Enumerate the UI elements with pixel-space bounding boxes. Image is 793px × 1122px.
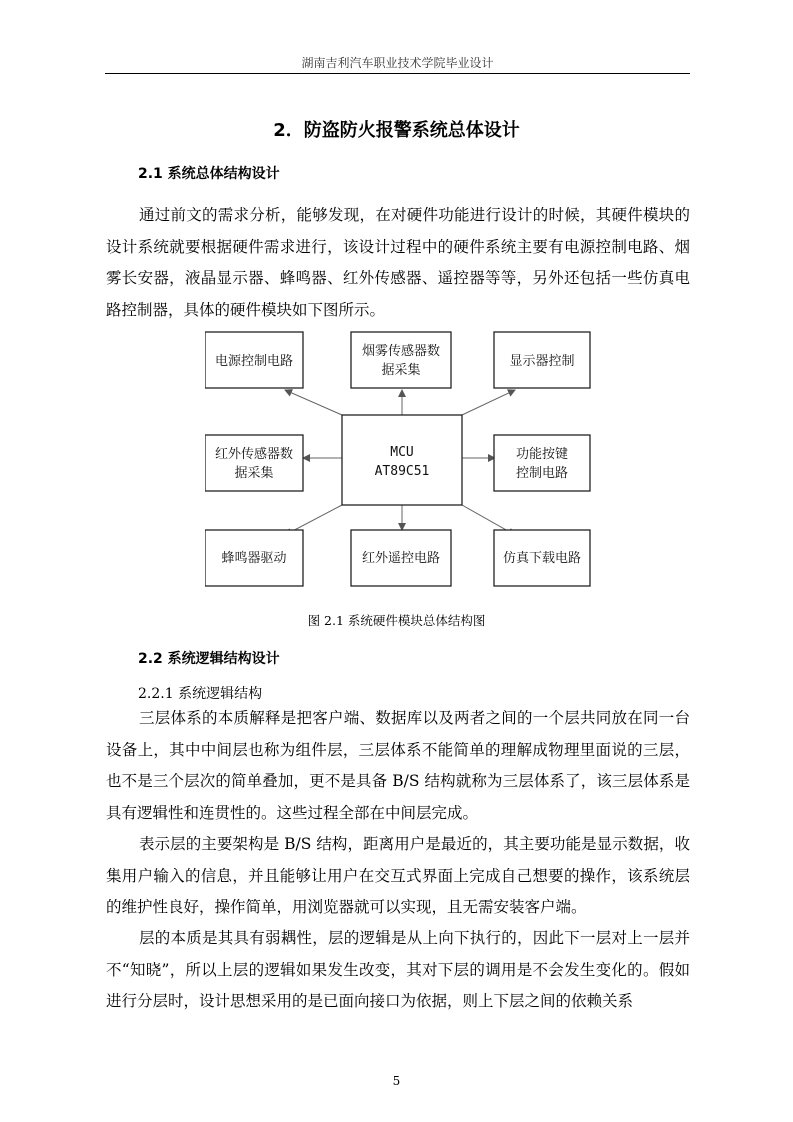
body-paragraph: 通过前文的需求分析，能够发现，在对硬件功能进行设计的时候，其硬件模块的设计系统就要根据硬件需求进行，该设计过程中的硬件系统主要有电源控制电路、烟雾长安器，液晶显示器、蜂鸣器、红外传感器、遥控器等等，另外还包括一些仿真电路控制器，具体的硬件模块如下图所示。: [106, 206, 690, 319]
block-keys-label-2: 控制电路: [515, 466, 569, 481]
block-display-label: 显示器控制: [509, 354, 575, 369]
body-paragraph: 层的本质是其具有弱耦性，层的逻辑是从上向下执行的，因此下一层对上一层并不“知晓”，所以上层的逻辑如果发生改变，其对下层的调用是不会发生变化的。假如进行分层时，设计思想采用的是已面向接口为依据，则上下层之间的依赖关系: [106, 929, 690, 1010]
block-keys-label-1: 功能按键: [515, 447, 569, 462]
block-remote-label: 红外遥控电路: [361, 551, 441, 566]
running-header: 湖南吉利汽车职业技术学院毕业设计: [301, 56, 494, 70]
body-paragraph: 表示层的主要架构是 B/S 结构，距离用户是最近的，其主要功能是显示数据，收集用户输入的信息，并且能够让用户在交互式界面上完成自己想要的操作，该系统层的维护性良好，操作简单，用浏览器就可以实现，且无需安装客户端。: [106, 835, 690, 916]
block-download-label: 仿真下载电路: [502, 551, 582, 566]
block-smoke-label-2: 据采集: [381, 363, 421, 378]
body-paragraph: 三层体系的本质解释是把客户端、数据库以及两者之间的一个层共同放在同一台设备上，其中中间层也称为组件层，三层体系不能简单的理解成物理里面说的三层，也不是三个层次的简单叠加，更不是具备 B/S 结构就称为三层体系了，该三层体系是具有逻辑性和连贯性的。这些过程全部在中间层完成。: [106, 709, 690, 822]
chapter-title: 2．防盗防火报警系统总体设计: [273, 120, 520, 141]
section-heading-2-1: 2.1 系统总体结构设计: [138, 166, 280, 182]
header-rule: [105, 73, 690, 74]
mcu-label: MCU: [390, 445, 414, 460]
block-power-label: 电源控制电路: [214, 354, 294, 369]
figure-caption: 图 2.1 系统硬件模块总体结构图: [307, 613, 486, 628]
section-heading-2-2: 2.2 系统逻辑结构设计: [138, 651, 280, 667]
hardware-structure-diagram: [205, 330, 595, 595]
page-number: 5: [392, 1074, 401, 1088]
block-infrared-sensor-label-2: 据采集: [234, 466, 274, 481]
block-buzzer-label: 蜂鸣器驱动: [221, 551, 287, 566]
block-infrared-sensor-label-1: 红外传感器数: [214, 447, 294, 462]
subsection-heading-2-2-1: 2.2.1 系统逻辑结构: [138, 686, 263, 702]
mcu-model-label: AT89C51: [374, 464, 430, 479]
block-smoke-label-1: 烟雾传感器数: [361, 344, 441, 359]
